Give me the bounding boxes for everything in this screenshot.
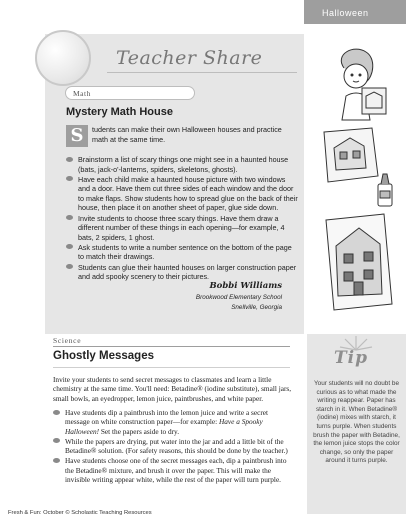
- science-title-rule: [53, 367, 290, 368]
- bullet-icon: [66, 157, 73, 162]
- tip-text: Your students will no doubt be curious as to what made the writing reappear. Paper has starch in it. When Betadine® (iodine) mixes with starch, it turns purple. When students brush the paper with Betadine, the lemon juice stops the color change, so only the paper around it turns purple.: [313, 380, 400, 465]
- bullet-icon: [53, 458, 60, 463]
- author-name: Bobbi Williams: [209, 281, 282, 291]
- teacher-share-box: [45, 34, 304, 334]
- step-text: While the papers are drying, put water into the jar and add a little bit of the Betadine® solution. (For safety reasons, this should be done by the teacher.): [65, 436, 288, 456]
- illustration-column: [304, 24, 406, 334]
- step-text: Ask students to write a number sentence on the bottom of the page to match their drawings.: [78, 242, 292, 262]
- drop-cap: S: [66, 125, 88, 147]
- list-item: [66, 214, 298, 243]
- list-item: [53, 456, 293, 484]
- title-rule: [107, 72, 297, 73]
- step-text: Have students dip a paintbrush into the lemon juice and write a secret message on white construction paper—for example:: [65, 408, 269, 427]
- tip-box: [307, 334, 406, 514]
- intro-text: tudents can make their own Halloween houses and practice math at the same time.: [92, 125, 282, 144]
- step-text: Invite students to choose three scary things. Have them draw a different number of these things in each opening—for example, 4 bats, 2 spiders, 1 ghost.: [78, 213, 285, 242]
- list-item: [53, 437, 293, 456]
- footer-credit: Fresh & Fun: October © Scholastic Teaching Resources: [8, 510, 152, 516]
- tip-heading: Tip: [334, 348, 368, 368]
- science-intro: Invite your students to send secret messages to classmates and learn a little chemistry at the same time. You'll need: Betadine® (iodine substitute), small jars, small bowls, an eyedropper, lemon juice, paintbrushes, and white paper.: [53, 375, 292, 403]
- science-label: Science: [53, 336, 82, 345]
- teacher-share-title: Teacher Share: [116, 47, 263, 69]
- step-text: Have students choose one of the secret messages each, dip a paintbrush into the Betadine® mixture, and brush it over the paper. This will make the invisible writing appear white, while the rest of the paper will turn purple.: [65, 456, 287, 485]
- list-item: [66, 243, 298, 262]
- glue-bottle-icon: [378, 174, 392, 206]
- activity-intro: [66, 125, 296, 147]
- illustrations: [304, 24, 406, 334]
- bullet-icon: [53, 410, 60, 415]
- step-tail: Set the papers aside to dry.: [99, 426, 180, 436]
- author-city: Snellville, Georgia: [231, 304, 282, 311]
- step-text: Have each child make a haunted house picture with two windows and a door. Have them cut three sides of each window and the door to make flaps. Show students how to spread glue on the back of their house, then place it on another sheet of paper, glue side down.: [78, 174, 298, 213]
- subject-tag: Math: [65, 86, 195, 100]
- list-item: [53, 408, 293, 436]
- step-example: Have a Spooky Halloween!: [65, 417, 263, 436]
- bullet-icon: [66, 244, 73, 249]
- activity-steps: [66, 155, 298, 282]
- girl-illustration: [341, 49, 386, 120]
- section-tab: Halloween: [304, 0, 406, 24]
- list-item: [66, 263, 298, 282]
- list-item: [66, 155, 298, 174]
- step-text: Students can glue their haunted houses on larger construction paper and add spooky scenery to their pictures.: [78, 262, 297, 282]
- bullet-icon: [66, 176, 73, 181]
- science-steps: [53, 408, 293, 485]
- house-drawing-paper: [324, 128, 378, 182]
- science-title: Ghostly Messages: [53, 350, 154, 362]
- science-rule: [53, 346, 290, 347]
- activity-title: Mystery Math House: [66, 106, 173, 118]
- bullet-icon: [53, 438, 60, 443]
- bubble-icon: [35, 30, 91, 86]
- bullet-icon: [66, 264, 73, 269]
- bullet-icon: [66, 215, 73, 220]
- list-item: [66, 175, 298, 213]
- author-school: Brookwood Elementary School: [195, 294, 282, 301]
- haunted-house-card: [326, 214, 392, 310]
- step-text: Brainstorm a list of scary things one might see in a haunted house (bats, jack-o'-lanterns, spiders, skeletons, ghosts).: [78, 155, 289, 174]
